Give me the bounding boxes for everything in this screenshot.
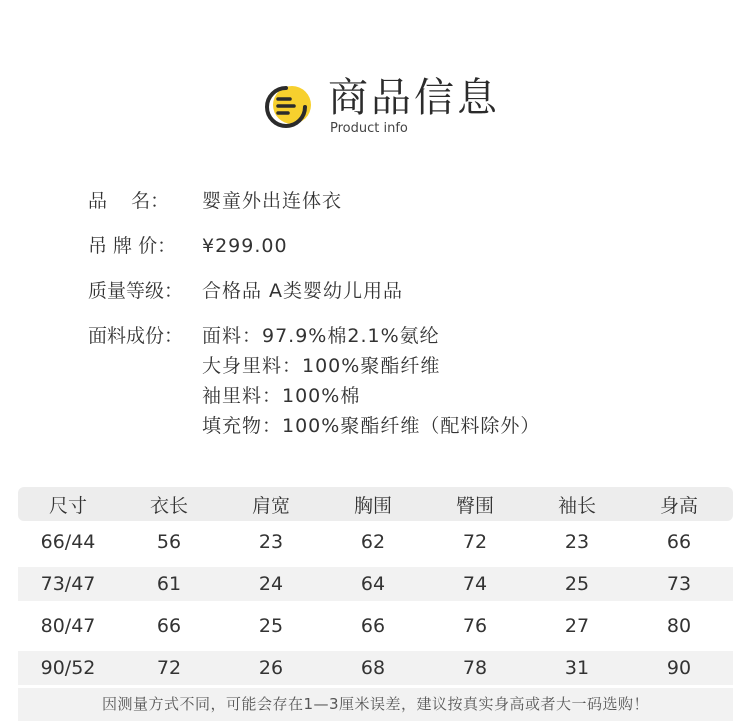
info-row-grade: [88, 276, 728, 306]
header-cell: 衣长: [149, 494, 188, 517]
table-cell: 80: [666, 615, 692, 637]
table-row: [18, 605, 733, 647]
table-cell: 66/44: [40, 531, 96, 553]
header-cell: 尺寸: [48, 494, 87, 517]
info-label: 吊 牌 价：: [88, 235, 177, 257]
table-cell: 72: [156, 657, 182, 679]
table-cell: 61: [156, 573, 182, 595]
table-row: [18, 651, 733, 685]
section-title: 商品信息: [328, 75, 500, 121]
header-cell: 肩宽: [251, 494, 290, 517]
info-label: 质量等级：: [88, 280, 184, 302]
info-row-name: [88, 186, 728, 216]
table-cell: 80/47: [40, 615, 96, 637]
table-cell: 25: [564, 573, 590, 595]
table-cell: 62: [360, 531, 386, 553]
measurement-note: 因测量方式不同，可能会存在1—3厘米误差，建议按真实身高或者大一码选购！: [18, 688, 733, 721]
material-line: 袖里料：100%棉: [202, 385, 361, 407]
table-cell: 31: [564, 657, 590, 679]
header-cell: 身高: [659, 494, 698, 517]
table-cell: 66: [666, 531, 692, 553]
section-header: [264, 74, 524, 144]
info-value: 合格品 A类婴幼儿用品: [202, 280, 404, 302]
table-cell: 64: [360, 573, 386, 595]
info-label: 品 名：: [88, 190, 170, 212]
section-subtitle: Product info: [330, 121, 408, 136]
info-label: 面料成份：: [88, 325, 184, 347]
info-value: [202, 321, 540, 441]
table-cell: 23: [564, 531, 590, 553]
document-icon: [264, 84, 314, 130]
table-cell: 90: [666, 657, 692, 679]
table-cell: 74: [462, 573, 488, 595]
table-cell: 68: [360, 657, 386, 679]
info-row-material: [88, 321, 728, 441]
table-cell: 56: [156, 531, 182, 553]
header-cell: 胸围: [353, 494, 392, 517]
table-cell: 73: [666, 573, 692, 595]
info-value: 婴童外出连体衣: [202, 190, 343, 212]
info-row-price: [88, 231, 728, 261]
material-line: 面料：97.9%棉2.1%氨纶: [202, 325, 440, 347]
table-cell: 24: [258, 573, 284, 595]
table-cell: 78: [462, 657, 488, 679]
table-cell: 72: [462, 531, 488, 553]
table-cell: 26: [258, 657, 284, 679]
header-cell: 臀围: [455, 494, 494, 517]
product-info-list: [88, 186, 728, 456]
table-cell: 23: [258, 531, 284, 553]
table-row: [18, 567, 733, 601]
material-line: 大身里料：100%聚酯纤维: [202, 355, 441, 377]
header-cell: 袖长: [557, 494, 596, 517]
table-cell: 27: [564, 615, 590, 637]
table-cell: 25: [258, 615, 284, 637]
size-table: [18, 487, 733, 689]
material-line: 填充物：100%聚酯纤维（配料除外）: [202, 415, 541, 437]
table-cell: 66: [360, 615, 386, 637]
table-header: [18, 487, 733, 521]
info-value: ¥299.00: [202, 235, 288, 257]
table-cell: 76: [462, 615, 488, 637]
table-row: [18, 521, 733, 563]
table-cell: 66: [156, 615, 182, 637]
table-cell: 73/47: [40, 573, 96, 595]
table-cell: 90/52: [40, 657, 96, 679]
